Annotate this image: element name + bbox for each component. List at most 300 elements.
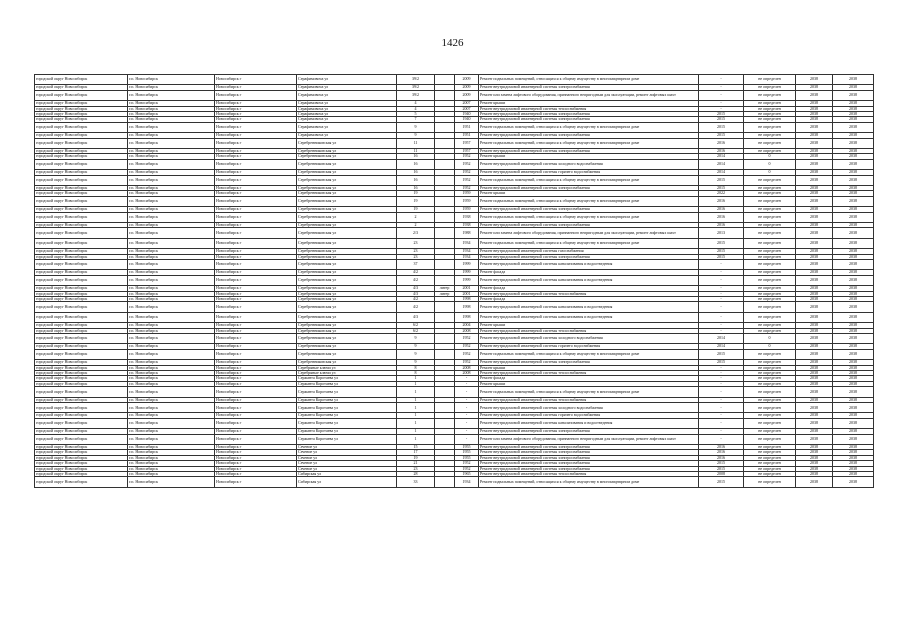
cell-settlement: г.п. Новосибирск: [128, 186, 215, 191]
cell-start-year: 2038: [796, 413, 833, 418]
cell-plan-year: 2013: [699, 228, 744, 238]
cell-municipality: городской округ Новосибирск: [35, 381, 128, 386]
cell-work-type: Ремонт крыши: [479, 101, 699, 106]
cell-year-built: 1940: [455, 117, 479, 122]
cell-start-year: 2038: [796, 349, 833, 359]
cell-house: 16: [397, 159, 435, 169]
cell-plan-year: -: [699, 291, 744, 296]
cell-plan-year: 2014: [699, 159, 744, 169]
capital-repair-register-table: [34, 74, 874, 488]
cell-end-year: 2038: [833, 260, 874, 270]
cell-start-year: 2038: [796, 90, 833, 100]
cell-settlement: г.п. Новосибирск: [128, 429, 215, 434]
cell-locality: Новосибирск г: [215, 212, 297, 222]
cell-completion: 0: [744, 170, 796, 175]
cell-completion: 0: [744, 344, 796, 349]
cell-end-year: 2038: [833, 270, 874, 275]
cell-year-built: 1952: [455, 186, 479, 191]
cell-year-built: 2007: [455, 101, 479, 106]
table-row: [35, 75, 874, 85]
cell-street: Серебренниковская ул: [297, 228, 397, 238]
cell-end-year: 2038: [833, 212, 874, 222]
cell-end-year: 2038: [833, 344, 874, 349]
cell-locality: Новосибирск г: [215, 90, 297, 100]
cell-end-year: 2038: [833, 455, 874, 460]
cell-street: Сечение ул: [297, 445, 397, 450]
cell-end-year: 2038: [833, 477, 874, 487]
cell-work-type: Ремонт внутридомовой инженерной системы электроснабжения: [479, 445, 699, 450]
cell-locality: Новосибирск г: [215, 238, 297, 248]
cell-municipality: городской округ Новосибирск: [35, 223, 128, 228]
cell-settlement: г.п. Новосибирск: [128, 196, 215, 206]
cell-year-built: 1999: [455, 260, 479, 270]
table-row: [35, 90, 874, 100]
cell-settlement: г.п. Новосибирск: [128, 175, 215, 185]
cell-municipality: городской округ Новосибирск: [35, 149, 128, 154]
cell-locality: Новосибирск г: [215, 106, 297, 111]
cell-municipality: городской округ Новосибирск: [35, 344, 128, 349]
cell-end-year: 2038: [833, 149, 874, 154]
cell-locality: Новосибирск г: [215, 360, 297, 365]
cell-street: Сержанта Коротаева ул: [297, 387, 397, 397]
cell-completion: не определен: [744, 286, 796, 291]
cell-start-year: 2038: [796, 450, 833, 455]
cell-municipality: городской округ Новосибирск: [35, 238, 128, 248]
cell-year-built: -: [455, 429, 479, 434]
cell-end-year: 2038: [833, 349, 874, 359]
cell-completion: 0: [744, 334, 796, 344]
cell-settlement: г.п. Новосибирск: [128, 381, 215, 386]
cell-year-built: 1959: [455, 196, 479, 206]
cell-start-year: 2038: [796, 477, 833, 487]
cell-work-type: Ремонт внутридомовой инженерной системы электроснабжения: [479, 117, 699, 122]
cell-work-type: Ремонт внутридомовой инженерной системы канализования и водоотведения: [479, 275, 699, 285]
cell-year-built: 1999: [455, 275, 479, 285]
cell-work-type: Ремонт внутридомовой инженерной системы канализования и водоотведения: [479, 312, 699, 322]
cell-end-year: 2038: [833, 445, 874, 450]
cell-completion: не определен: [744, 260, 796, 270]
cell-completion: не определен: [744, 117, 796, 122]
cell-house: 39/2: [397, 90, 435, 100]
cell-end-year: 2038: [833, 323, 874, 328]
cell-municipality: городской округ Новосибирск: [35, 334, 128, 344]
cell-work-type: Ремонт подвальных помещений, относящихся к общему имуществу в многоквартирном доме: [479, 477, 699, 487]
cell-settlement: г.п. Новосибирск: [128, 323, 215, 328]
cell-locality: Новосибирск г: [215, 149, 297, 154]
cell-end-year: 2038: [833, 387, 874, 397]
cell-completion: не определен: [744, 297, 796, 302]
cell-locality: Новосибирск г: [215, 461, 297, 466]
cell-work-type: Ремонт или замена лифтового оборудования, признанного непригодным для эксплуатации, ремонт лифтовых шахт: [479, 228, 699, 238]
cell-municipality: городской округ Новосибирск: [35, 403, 128, 413]
cell-street: Серебренниковская ул: [297, 170, 397, 175]
cell-start-year: 2038: [796, 149, 833, 154]
cell-settlement: г.п. Новосибирск: [128, 228, 215, 238]
cell-municipality: городской округ Новосибирск: [35, 461, 128, 466]
cell-street: Серебренниковская ул: [297, 186, 397, 191]
cell-completion: не определен: [744, 397, 796, 402]
cell-start-year: 2038: [796, 302, 833, 312]
cell-settlement: г.п. Новосибирск: [128, 291, 215, 296]
cell-street: Серебренниковская ул: [297, 275, 397, 285]
cell-start-year: 2038: [796, 434, 833, 444]
cell-municipality: городской округ Новосибирск: [35, 159, 128, 169]
cell-work-type: Ремонт или замена лифтового оборудования, признанного непригодным для эксплуатации, ремонт лифтовых шахт: [479, 434, 699, 444]
cell-street: Сержанта Коротаева ул: [297, 376, 397, 381]
cell-work-type: Ремонт крыши: [479, 154, 699, 159]
cell-settlement: г.п. Новосибирск: [128, 413, 215, 418]
cell-start-year: 2038: [796, 138, 833, 148]
cell-street: Серафимовича ул: [297, 101, 397, 106]
cell-start-year: 2038: [796, 191, 833, 196]
cell-settlement: г.п. Новосибирск: [128, 477, 215, 487]
cell-end-year: 2038: [833, 175, 874, 185]
cell-start-year: 2038: [796, 260, 833, 270]
cell-house: 28: [397, 472, 435, 477]
cell-locality: Новосибирск г: [215, 175, 297, 185]
cell-plan-year: 2015: [699, 122, 744, 132]
cell-locality: Новосибирск г: [215, 466, 297, 471]
cell-year-built: 1955: [455, 445, 479, 450]
cell-end-year: 2038: [833, 207, 874, 212]
cell-locality: Новосибирск г: [215, 223, 297, 228]
cell-work-type: Ремонт внутридомовой инженерной системы электроснабжения: [479, 207, 699, 212]
cell-settlement: г.п. Новосибирск: [128, 212, 215, 222]
cell-end-year: 2038: [833, 159, 874, 169]
cell-street: Сечение ул: [297, 450, 397, 455]
cell-street: Серебряные ключи ул: [297, 371, 397, 376]
cell-street: Серафимовича ул: [297, 106, 397, 111]
cell-plan-year: -: [699, 403, 744, 413]
cell-municipality: городской округ Новосибирск: [35, 286, 128, 291]
cell-end-year: 2038: [833, 381, 874, 386]
cell-street: Серебренниковская ул: [297, 207, 397, 212]
cell-start-year: 2038: [796, 228, 833, 238]
cell-completion: не определен: [744, 275, 796, 285]
cell-end-year: 2038: [833, 413, 874, 418]
cell-settlement: г.п. Новосибирск: [128, 365, 215, 370]
cell-settlement: г.п. Новосибирск: [128, 170, 215, 175]
table-row: [35, 334, 874, 344]
cell-year-built: -: [455, 403, 479, 413]
cell-letter: [435, 122, 455, 132]
cell-completion: не определен: [744, 445, 796, 450]
cell-street: Серебренниковская ул: [297, 334, 397, 344]
cell-plan-year: -: [699, 312, 744, 322]
cell-start-year: 2038: [796, 445, 833, 450]
cell-work-type: Ремонт внутридомовой инженерной системы электроснабжения: [479, 254, 699, 259]
cell-settlement: г.п. Новосибирск: [128, 270, 215, 275]
cell-year-built: -: [455, 376, 479, 381]
cell-letter: [435, 238, 455, 248]
cell-year-built: 1952: [455, 349, 479, 359]
cell-settlement: г.п. Новосибирск: [128, 191, 215, 196]
cell-completion: не определен: [744, 381, 796, 386]
cell-work-type: Ремонт подвальных помещений, относящихся к общему имуществу в многоквартирном доме: [479, 175, 699, 185]
table-row: [35, 175, 874, 185]
cell-street: Серебренниковская ул: [297, 323, 397, 328]
cell-year-built: -: [455, 381, 479, 386]
table-row: [35, 418, 874, 428]
cell-municipality: городской округ Новосибирск: [35, 413, 128, 418]
cell-year-built: 1965: [455, 472, 479, 477]
cell-municipality: городской округ Новосибирск: [35, 418, 128, 428]
cell-completion: не определен: [744, 477, 796, 487]
cell-house: 1: [397, 413, 435, 418]
cell-house: 4/2: [397, 270, 435, 275]
cell-locality: Новосибирск г: [215, 207, 297, 212]
cell-street: Сибирская ул: [297, 477, 397, 487]
cell-municipality: городской округ Новосибирск: [35, 75, 128, 85]
cell-municipality: городской округ Новосибирск: [35, 477, 128, 487]
cell-work-type: Ремонт внутридомовой инженерной системы горячего водоснабжения: [479, 344, 699, 349]
cell-municipality: городской округ Новосибирск: [35, 472, 128, 477]
cell-street: Сержанта Коротаева ул: [297, 381, 397, 386]
cell-end-year: 2038: [833, 101, 874, 106]
cell-plan-year: 2016: [699, 455, 744, 460]
cell-plan-year: 2016: [699, 196, 744, 206]
cell-settlement: г.п. Новосибирск: [128, 101, 215, 106]
cell-municipality: городской округ Новосибирск: [35, 455, 128, 460]
cell-plan-year: -: [699, 328, 744, 333]
cell-street: Серебренниковская ул: [297, 175, 397, 185]
cell-locality: Новосибирск г: [215, 334, 297, 344]
cell-street: Сечение ул: [297, 455, 397, 460]
cell-completion: не определен: [744, 186, 796, 191]
page-number: 1426: [441, 37, 464, 49]
cell-locality: Новосибирск г: [215, 403, 297, 413]
table-row: [35, 122, 874, 132]
cell-plan-year: 2016: [699, 223, 744, 228]
cell-start-year: 2038: [796, 270, 833, 275]
cell-house: 23: [397, 238, 435, 248]
cell-house: 39/2: [397, 85, 435, 90]
cell-municipality: городской округ Новосибирск: [35, 376, 128, 381]
cell-settlement: г.п. Новосибирск: [128, 138, 215, 148]
cell-street: Сержанта Коротаева ул: [297, 434, 397, 444]
cell-letter: литер: [435, 286, 455, 291]
cell-street: Серебренниковская ул: [297, 312, 397, 322]
cell-start-year: 2038: [796, 106, 833, 111]
cell-settlement: г.п. Новосибирск: [128, 461, 215, 466]
cell-letter: [435, 312, 455, 322]
cell-plan-year: -: [699, 376, 744, 381]
cell-municipality: городской округ Новосибирск: [35, 275, 128, 285]
cell-end-year: 2038: [833, 186, 874, 191]
cell-year-built: 1955: [455, 455, 479, 460]
cell-end-year: 2038: [833, 334, 874, 344]
cell-start-year: 2038: [796, 387, 833, 397]
cell-street: Серебренниковская ул: [297, 149, 397, 154]
cell-work-type: Ремонт внутридомовой инженерной системы теплоснабжения: [479, 472, 699, 477]
cell-settlement: г.п. Новосибирск: [128, 112, 215, 117]
cell-completion: не определен: [744, 418, 796, 428]
cell-completion: не определен: [744, 133, 796, 138]
cell-settlement: г.п. Новосибирск: [128, 397, 215, 402]
cell-locality: Новосибирск г: [215, 286, 297, 291]
cell-municipality: городской округ Новосибирск: [35, 196, 128, 206]
cell-settlement: г.п. Новосибирск: [128, 223, 215, 228]
cell-end-year: 2038: [833, 328, 874, 333]
cell-start-year: 2038: [796, 312, 833, 322]
cell-house: 16: [397, 154, 435, 159]
cell-year-built: 1952: [455, 159, 479, 169]
cell-letter: [435, 434, 455, 444]
cell-settlement: г.п. Новосибирск: [128, 349, 215, 359]
cell-locality: Новосибирск г: [215, 371, 297, 376]
table-row: [35, 477, 874, 487]
cell-end-year: 2038: [833, 397, 874, 402]
cell-house: 15: [397, 445, 435, 450]
cell-municipality: городской округ Новосибирск: [35, 323, 128, 328]
cell-street: Серебренниковская ул: [297, 249, 397, 254]
cell-work-type: Ремонт внутридомовой инженерной системы электроснабжения: [479, 450, 699, 455]
cell-settlement: г.п. Новосибирск: [128, 302, 215, 312]
cell-locality: Новосибирск г: [215, 196, 297, 206]
cell-year-built: 1988: [455, 228, 479, 238]
cell-work-type: Ремонт подвальных помещений, относящихся к общему имуществу в многоквартирном доме: [479, 387, 699, 397]
cell-work-type: Ремонт подвальных помещений, относящихся к общему имуществу в многоквартирном доме: [479, 212, 699, 222]
cell-settlement: г.п. Новосибирск: [128, 249, 215, 254]
cell-end-year: 2038: [833, 312, 874, 322]
cell-work-type: Ремонт крыши: [479, 381, 699, 386]
cell-end-year: 2038: [833, 196, 874, 206]
cell-start-year: 2038: [796, 297, 833, 302]
cell-house: 23: [397, 249, 435, 254]
cell-start-year: 2038: [796, 154, 833, 159]
cell-house: 19: [397, 207, 435, 212]
cell-completion: не определен: [744, 101, 796, 106]
cell-house: 8: [397, 371, 435, 376]
cell-start-year: 2038: [796, 75, 833, 85]
cell-plan-year: -: [699, 434, 744, 444]
cell-house: 4/2: [397, 302, 435, 312]
cell-letter: [435, 196, 455, 206]
cell-locality: Новосибирск г: [215, 302, 297, 312]
cell-municipality: городской округ Новосибирск: [35, 154, 128, 159]
cell-completion: не определен: [744, 461, 796, 466]
cell-completion: не определен: [744, 90, 796, 100]
cell-settlement: г.п. Новосибирск: [128, 159, 215, 169]
cell-plan-year: 2015: [699, 238, 744, 248]
cell-settlement: г.п. Новосибирск: [128, 260, 215, 270]
cell-end-year: 2038: [833, 106, 874, 111]
cell-work-type: Ремонт внутридомовой инженерной системы электроснабжения: [479, 149, 699, 154]
cell-municipality: городской округ Новосибирск: [35, 228, 128, 238]
cell-house: 9: [397, 349, 435, 359]
cell-completion: не определен: [744, 434, 796, 444]
cell-work-type: Ремонт внутридомовой инженерной системы теплоснабжения: [479, 328, 699, 333]
cell-house: 2/3: [397, 228, 435, 238]
cell-work-type: Ремонт внутридомовой инженерной системы горячего водоснабжения: [479, 413, 699, 418]
cell-start-year: 2038: [796, 360, 833, 365]
cell-work-type: Ремонт фасада: [479, 376, 699, 381]
cell-year-built: 2009: [455, 85, 479, 90]
cell-locality: Новосибирск г: [215, 429, 297, 434]
cell-settlement: г.п. Новосибирск: [128, 85, 215, 90]
cell-completion: не определен: [744, 429, 796, 434]
cell-plan-year: -: [699, 85, 744, 90]
cell-locality: Новосибирск г: [215, 122, 297, 132]
cell-letter: [435, 228, 455, 238]
cell-locality: Новосибирск г: [215, 170, 297, 175]
cell-plan-year: -: [699, 413, 744, 418]
cell-plan-year: 2014: [699, 154, 744, 159]
cell-house: 9: [397, 133, 435, 138]
cell-house: 6/2: [397, 323, 435, 328]
cell-end-year: 2038: [833, 466, 874, 471]
cell-end-year: 2038: [833, 238, 874, 248]
cell-settlement: г.п. Новосибирск: [128, 472, 215, 477]
cell-house: 8: [397, 365, 435, 370]
cell-settlement: г.п. Новосибирск: [128, 418, 215, 428]
cell-year-built: 2007: [455, 106, 479, 111]
cell-settlement: г.п. Новосибирск: [128, 106, 215, 111]
cell-house: 37: [397, 260, 435, 270]
cell-year-built: 1952: [455, 461, 479, 466]
cell-municipality: городской округ Новосибирск: [35, 270, 128, 275]
cell-settlement: г.п. Новосибирск: [128, 328, 215, 333]
cell-municipality: городской округ Новосибирск: [35, 101, 128, 106]
cell-locality: Новосибирск г: [215, 365, 297, 370]
cell-work-type: Ремонт внутридомовой инженерной системы электроснабжения: [479, 112, 699, 117]
cell-year-built: -: [455, 387, 479, 397]
cell-street: Серебренниковская ул: [297, 159, 397, 169]
cell-house: 1: [397, 381, 435, 386]
cell-end-year: 2038: [833, 302, 874, 312]
cell-start-year: 2038: [796, 101, 833, 106]
cell-settlement: г.п. Новосибирск: [128, 312, 215, 322]
cell-house: 16: [397, 170, 435, 175]
cell-municipality: городской округ Новосибирск: [35, 85, 128, 90]
cell-plan-year: -: [699, 75, 744, 85]
cell-locality: Новосибирск г: [215, 101, 297, 106]
cell-work-type: Ремонт внутридомовой инженерной системы электроснабжения: [479, 186, 699, 191]
cell-settlement: г.п. Новосибирск: [128, 254, 215, 259]
cell-start-year: 2038: [796, 418, 833, 428]
cell-settlement: г.п. Новосибирск: [128, 445, 215, 450]
cell-municipality: городской округ Новосибирск: [35, 434, 128, 444]
cell-house: 23: [397, 466, 435, 471]
cell-start-year: 2038: [796, 207, 833, 212]
cell-house: 9: [397, 334, 435, 344]
cell-locality: Новосибирск г: [215, 413, 297, 418]
cell-locality: Новосибирск г: [215, 159, 297, 169]
cell-municipality: городской округ Новосибирск: [35, 191, 128, 196]
cell-completion: не определен: [744, 270, 796, 275]
cell-work-type: Ремонт внутридомовой инженерной системы теплоснабжения: [479, 106, 699, 111]
cell-municipality: городской округ Новосибирск: [35, 106, 128, 111]
cell-street: Сержанта Коротаева ул: [297, 418, 397, 428]
cell-start-year: 2038: [796, 117, 833, 122]
cell-year-built: 1934: [455, 477, 479, 487]
cell-year-built: 1952: [455, 344, 479, 349]
cell-start-year: 2038: [796, 328, 833, 333]
cell-completion: не определен: [744, 249, 796, 254]
cell-year-built: 1998: [455, 312, 479, 322]
cell-house: 1: [397, 429, 435, 434]
cell-locality: Новосибирск г: [215, 455, 297, 460]
table-row: [35, 275, 874, 285]
cell-locality: Новосибирск г: [215, 85, 297, 90]
cell-completion: не определен: [744, 360, 796, 365]
cell-start-year: 2038: [796, 461, 833, 466]
cell-plan-year: -: [699, 323, 744, 328]
cell-year-built: 2001: [455, 286, 479, 291]
cell-municipality: городской округ Новосибирск: [35, 186, 128, 191]
cell-year-built: 1959: [455, 207, 479, 212]
cell-plan-year: 2016: [699, 149, 744, 154]
